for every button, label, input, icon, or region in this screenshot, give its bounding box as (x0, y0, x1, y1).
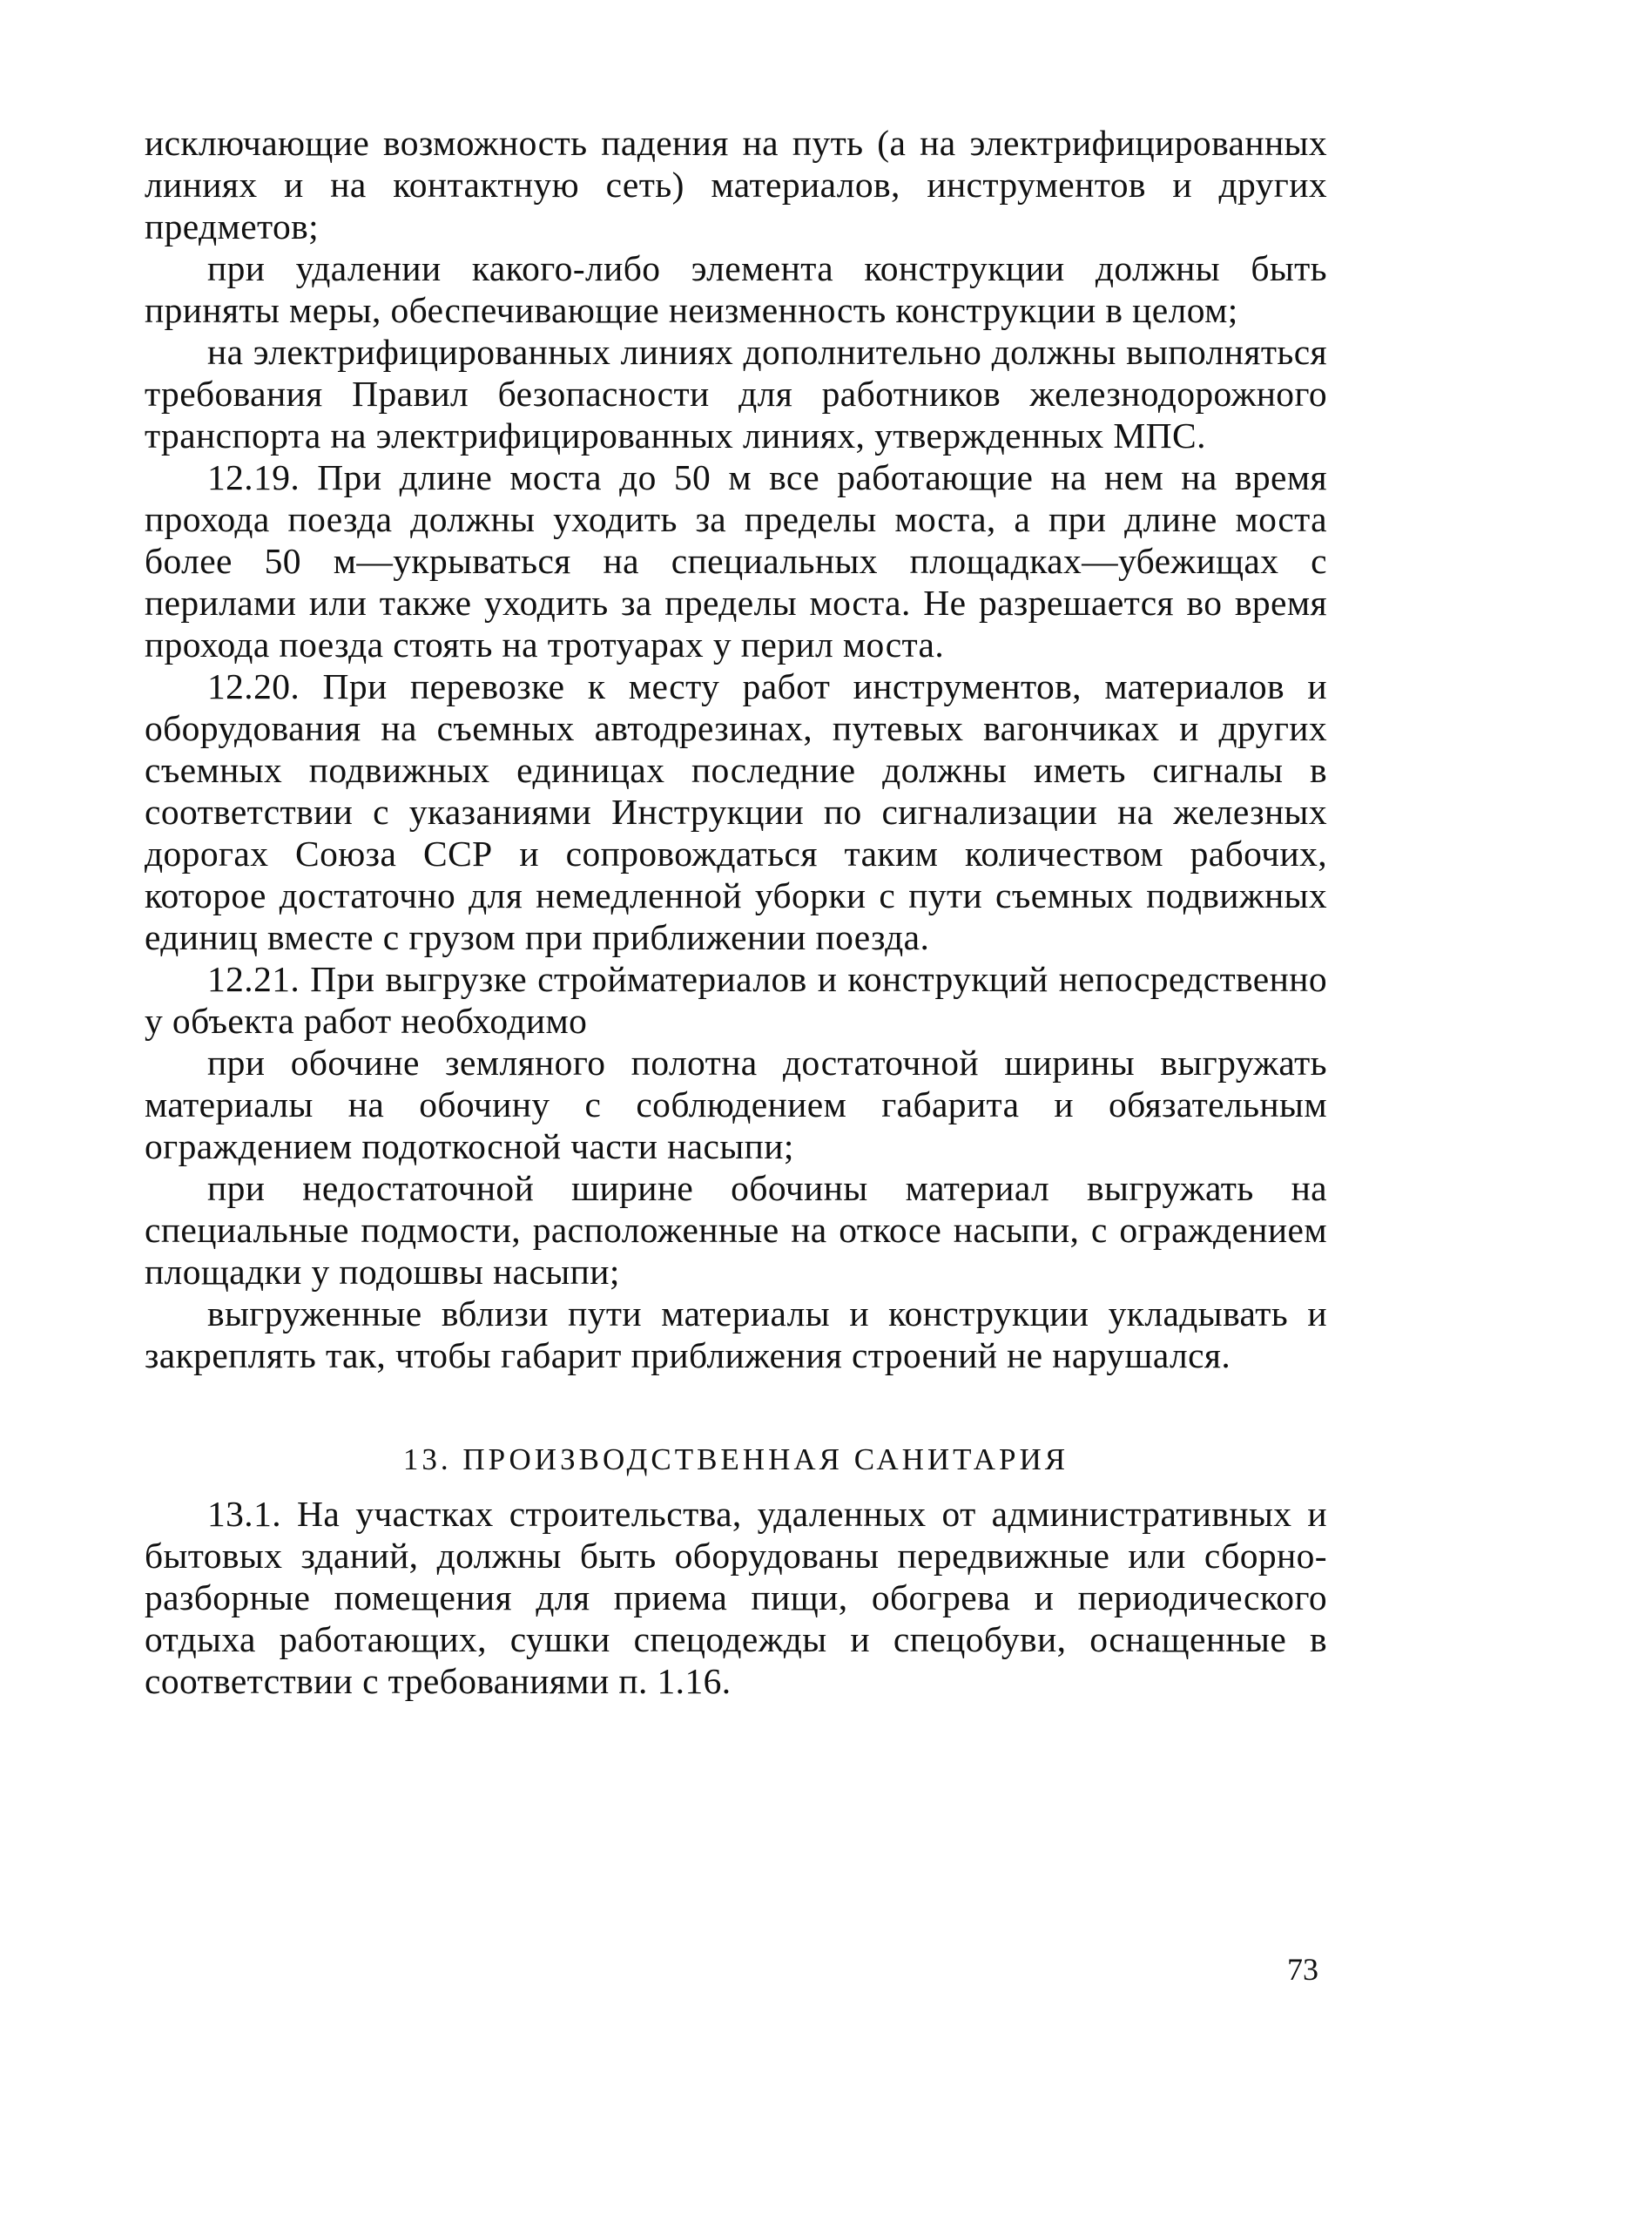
body-text (145, 122, 1327, 1702)
paragraph-12-21-item-2: при недостаточной ширине обочины материал выгружать на специальные подмости, расположенные на откосе насыпи, с ограждением площадки у подошвы насыпи; (145, 1168, 1327, 1292)
paragraph-12-21-item-1: при обочине земляного полотна достаточной ширины выгружать материалы на обочину с соблюдением габарита и обязательным ограждением подоткосной части насыпи; (145, 1043, 1327, 1166)
paragraph-13-1: 13.1. На участках строительства, удаленных от административных и бытовых зданий, должны быть оборудованы передвижные или сборно-разборные помещения для приема пищи, обогрева и периодического отдыха работающих, сушки спецодежды и спецобуви, оснащенные в соответствии с требованиями п. 1.16. (145, 1494, 1327, 1701)
page-number: 73 (1287, 1952, 1318, 1987)
paragraph-12-19: 12.19. При длине моста до 50 м все работающие на нем на время прохода поезда должны уходить за пределы моста, а при длине моста более 50 м—укрываться на специальных площадках—убежищах с перилами или также уходить за пределы моста. Не разрешается во время прохода поезда стоять на тротуарах у перил моста. (145, 457, 1327, 665)
paragraph-12-21: 12.21. При выгрузке стройматериалов и конструкций непосредственно у объекта работ необходимо (145, 959, 1327, 1041)
paragraph-12-21-item-3: выгруженные вблизи пути материалы и конструкции укладывать и закреплять так, чтобы габарит приближения строений не нарушался. (145, 1293, 1327, 1375)
paragraph-3: на электрифицированных линиях дополнительно должны выполняться требования Правил безопасности для работников железнодорожного транспорта на электрифицированных линиях, утвержденных МПС. (145, 332, 1327, 456)
paragraph-1: исключающие возможность падения на путь (а на электрифицированных линиях и на контактную сеть) материалов, инструментов и других предметов; (145, 123, 1327, 246)
paragraph-2: при удалении какого-либо элемента конструкции должны быть приняты меры, обеспечивающие неизменность конструкции в целом; (145, 248, 1327, 330)
paragraph-12-20: 12.20. При перевозке к месту работ инструментов, материалов и оборудования на съемных автодрезинах, путевых вагончиках и других съемных подвижных единицах последние должны иметь сигналы в соответствии с указаниями Инструкции по сигнализации на железных дорогах Союза ССР и сопровождаться таким количеством рабочих, которое достаточно для немедленной уборки с пути съемных подвижных единиц вместе с грузом при приближении поезда. (145, 666, 1327, 957)
section-heading: 13. ПРОИЗВОДСТВЕННАЯ САНИТАРИЯ (402, 1442, 1069, 1476)
